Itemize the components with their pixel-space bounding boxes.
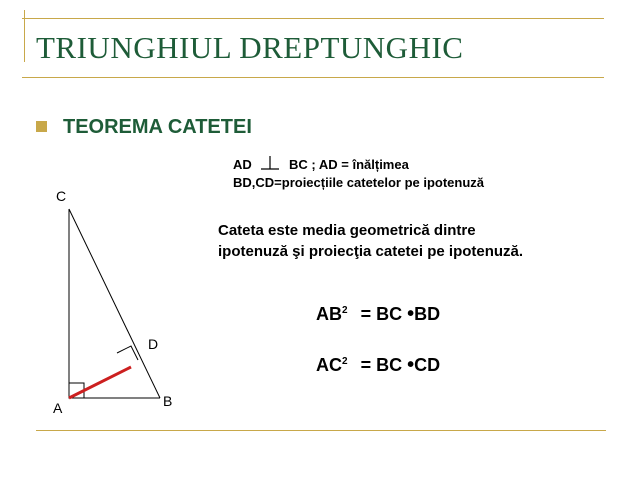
definition-ad: AD [233, 157, 252, 172]
formula-ac-eq: = BC [360, 355, 403, 375]
statement-line2: ipotenuză şi proiecţia catetei pe ipotenuză. [218, 243, 524, 260]
definition-line2: BD,CD=proiecțiile catetelor pe ipotenuză [233, 175, 485, 190]
page-title: TRIUNGHIUL DREPTUNGHIC [36, 30, 464, 65]
definition-bc: BC ; AD = înălțimea [289, 157, 409, 172]
vertex-label-b: B [163, 393, 173, 409]
formula-ac-left: AC [316, 355, 342, 375]
vertex-label-d: D [148, 336, 159, 352]
statement-line1: Cateta este media geometrică dintre [218, 222, 476, 239]
formula-ab-exp: 2 [342, 305, 348, 316]
formula-ac-exp: 2 [342, 356, 348, 367]
dot-icon: • [407, 354, 415, 376]
vertex-label-a: A [53, 400, 63, 416]
side-bc [69, 209, 160, 398]
formula-ac-right: CD [414, 355, 441, 375]
dot-icon: • [407, 303, 415, 325]
formula-ab-left: AB [316, 304, 342, 324]
formula-ab-right: BD [414, 304, 441, 324]
right-angle-d [117, 346, 138, 360]
section-subtitle: TEOREMA CATETEI [63, 116, 252, 138]
formula-ab-eq: = BC [360, 304, 403, 324]
vertex-label-c: C [56, 188, 67, 204]
